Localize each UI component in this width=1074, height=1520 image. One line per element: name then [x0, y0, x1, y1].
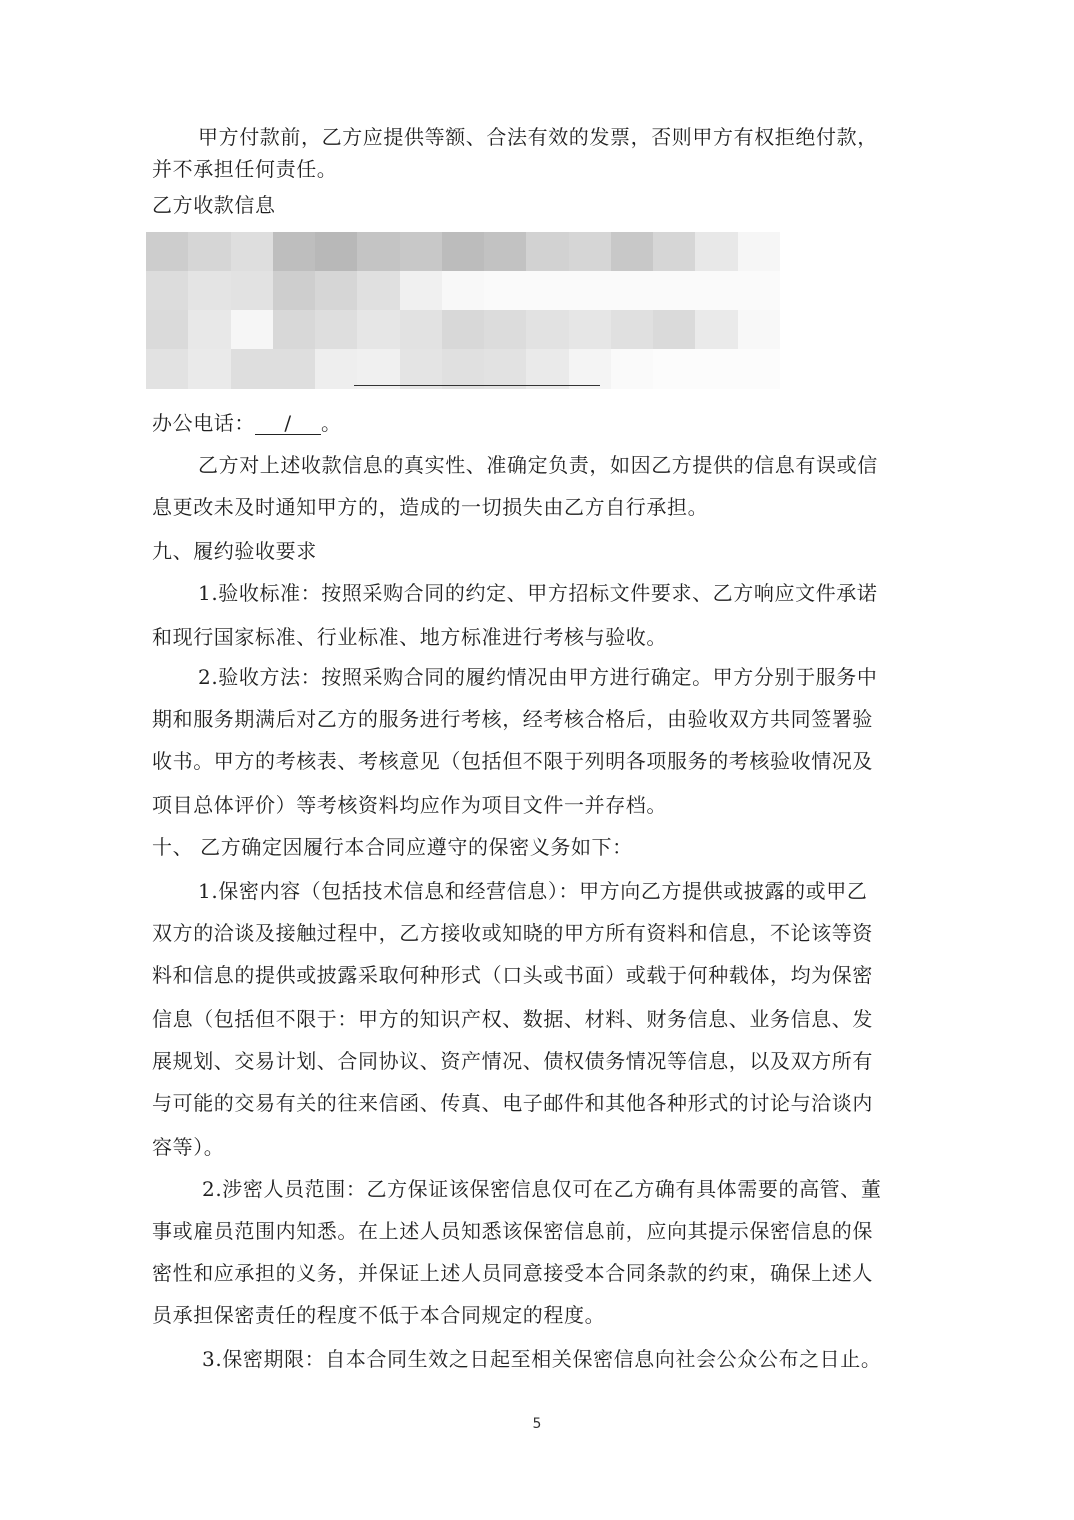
redaction-cell — [188, 232, 231, 272]
redaction-cell — [357, 271, 400, 311]
paragraph-line: 3.保密期限：自本合同生效之日起至相关保密信息向社会公众公布之日止。 — [202, 1347, 882, 1371]
redaction-cell — [273, 310, 316, 350]
redaction-cell — [484, 310, 527, 350]
redaction-cell — [484, 349, 527, 389]
redaction-cell — [526, 232, 569, 272]
redaction-cell — [569, 349, 612, 389]
redaction-cell — [569, 310, 612, 350]
redaction-cell — [188, 310, 231, 350]
redaction-cell — [400, 271, 443, 311]
redaction-cell — [400, 232, 443, 272]
section-heading: 九、履约验收要求 — [152, 539, 317, 563]
redaction-cell — [695, 349, 738, 389]
paragraph-line: 期和服务期满后对乙方的服务进行考核，经考核合格后，由验收双方共同签署验 — [152, 707, 873, 731]
redaction-cell — [738, 232, 781, 272]
paragraph-line: 2.涉密人员范围：乙方保证该保密信息仅可在乙方确有具体需要的高管、董 — [202, 1177, 882, 1201]
redaction-cell — [400, 349, 443, 389]
paragraph-line: 员承担保密责任的程度不低于本合同规定的程度。 — [152, 1303, 606, 1327]
paragraph-line: 双方的洽谈及接触过程中，乙方接收或知晓的甲方所有资料和信息，不论该等资 — [152, 921, 873, 945]
redaction-cell — [738, 310, 781, 350]
office-phone-line — [152, 410, 342, 436]
redaction-cell — [400, 310, 443, 350]
redaction-cell — [484, 232, 527, 272]
paragraph-line: 1.验收标准：按照采购合同的约定、甲方招标文件要求、乙方响应文件承诺 — [198, 581, 878, 605]
redaction-cell — [273, 271, 316, 311]
redaction-cell — [442, 271, 485, 311]
redaction-cell — [569, 232, 612, 272]
paragraph-line: 展规划、交易计划、合同协议、资产情况、债权债务情况等信息，以及双方所有 — [152, 1049, 873, 1073]
redaction-cell — [146, 349, 189, 389]
page-number: 5 — [532, 1416, 542, 1432]
redaction-cell — [442, 232, 485, 272]
office-phone-end: 。 — [321, 411, 342, 435]
redaction-cell — [526, 349, 569, 389]
redacted-underline — [354, 385, 600, 386]
redaction-cell — [231, 310, 274, 350]
redaction-cell — [442, 310, 485, 350]
redaction-cell — [653, 232, 696, 272]
redaction-cell — [231, 271, 274, 311]
redaction-cell — [357, 310, 400, 350]
paragraph-line: 乙方对上述收款信息的真实性、准确定负责，如因乙方提供的信息有误或信 — [198, 453, 878, 477]
redaction-cell — [146, 271, 189, 311]
redaction-cell — [315, 271, 358, 311]
paragraph-line: 和现行国家标准、行业标准、地方标准进行考核与验收。 — [152, 625, 667, 649]
redaction-cell — [611, 349, 654, 389]
redaction-cell — [653, 349, 696, 389]
section-heading: 十、 乙方确定因履行本合同应遵守的保密义务如下： — [152, 835, 633, 859]
redaction-cell — [146, 232, 189, 272]
redaction-cell — [738, 271, 781, 311]
redaction-cell — [695, 271, 738, 311]
paragraph-line: 1.保密内容（包括技术信息和经营信息）：甲方向乙方提供或披露的或甲乙 — [198, 879, 868, 903]
redaction-cell — [569, 271, 612, 311]
redaction-cell — [315, 310, 358, 350]
office-phone-label: 办公电话： — [152, 411, 255, 435]
redaction-cell — [611, 310, 654, 350]
redaction-cell — [526, 310, 569, 350]
paragraph-line: 事或雇员范围内知悉。在上述人员知悉该保密信息前，应向其提示保密信息的保 — [152, 1219, 873, 1243]
section-label: 乙方收款信息 — [152, 193, 276, 217]
redaction-cell — [484, 271, 527, 311]
redaction-cell — [357, 232, 400, 272]
redaction-cell — [526, 271, 569, 311]
paragraph-line: 密性和应承担的义务，并保证上述人员同意接受本合同条款的约束，确保上述人 — [152, 1261, 873, 1285]
redaction-cell — [357, 349, 400, 389]
redaction-cell — [146, 310, 189, 350]
paragraph-line: 与可能的交易有关的往来信函、传真、电子邮件和其他各种形式的讨论与洽谈内 — [152, 1091, 873, 1115]
redaction-cell — [442, 349, 485, 389]
redaction-cell — [315, 349, 358, 389]
paragraph-line: 料和信息的提供或披露采取何种形式（口头或书面）或载于何种载体，均为保密 — [152, 963, 873, 987]
paragraph-line: 容等）。 — [152, 1135, 225, 1159]
redaction-cell — [611, 271, 654, 311]
paragraph-line: 项目总体评价）等考核资料均应作为项目文件一并存档。 — [152, 793, 667, 817]
redaction-cell — [188, 349, 231, 389]
redaction-cell — [231, 232, 274, 272]
redaction-cell — [695, 232, 738, 272]
paragraph-line: 信息（包括但不限于：甲方的知识产权、数据、材料、财务信息、业务信息、发 — [152, 1007, 873, 1031]
redaction-cell — [315, 232, 358, 272]
office-phone-value: / — [255, 412, 321, 435]
redaction-cell — [231, 349, 274, 389]
paragraph-line: 甲方付款前，乙方应提供等额、合法有效的发票，否则甲方有权拒绝付款， — [198, 125, 878, 149]
paragraph-line: 息更改未及时通知甲方的，造成的一切损失由乙方自行承担。 — [152, 495, 709, 519]
redaction-cell — [695, 310, 738, 350]
redaction-cell — [653, 271, 696, 311]
paragraph-line: 2.验收方法：按照采购合同的履约情况由甲方进行确定。甲方分别于服务中 — [198, 665, 878, 689]
paragraph-line: 并不承担任何责任。 — [152, 157, 338, 181]
redacted-payment-info — [146, 232, 780, 388]
redaction-cell — [188, 271, 231, 311]
redaction-cell — [738, 349, 781, 389]
redaction-cell — [653, 310, 696, 350]
paragraph-line: 收书。甲方的考核表、考核意见（包括但不限于列明各项服务的考核验收情况及 — [152, 749, 873, 773]
redaction-cell — [273, 349, 316, 389]
redaction-cell — [273, 232, 316, 272]
redaction-cell — [611, 232, 654, 272]
